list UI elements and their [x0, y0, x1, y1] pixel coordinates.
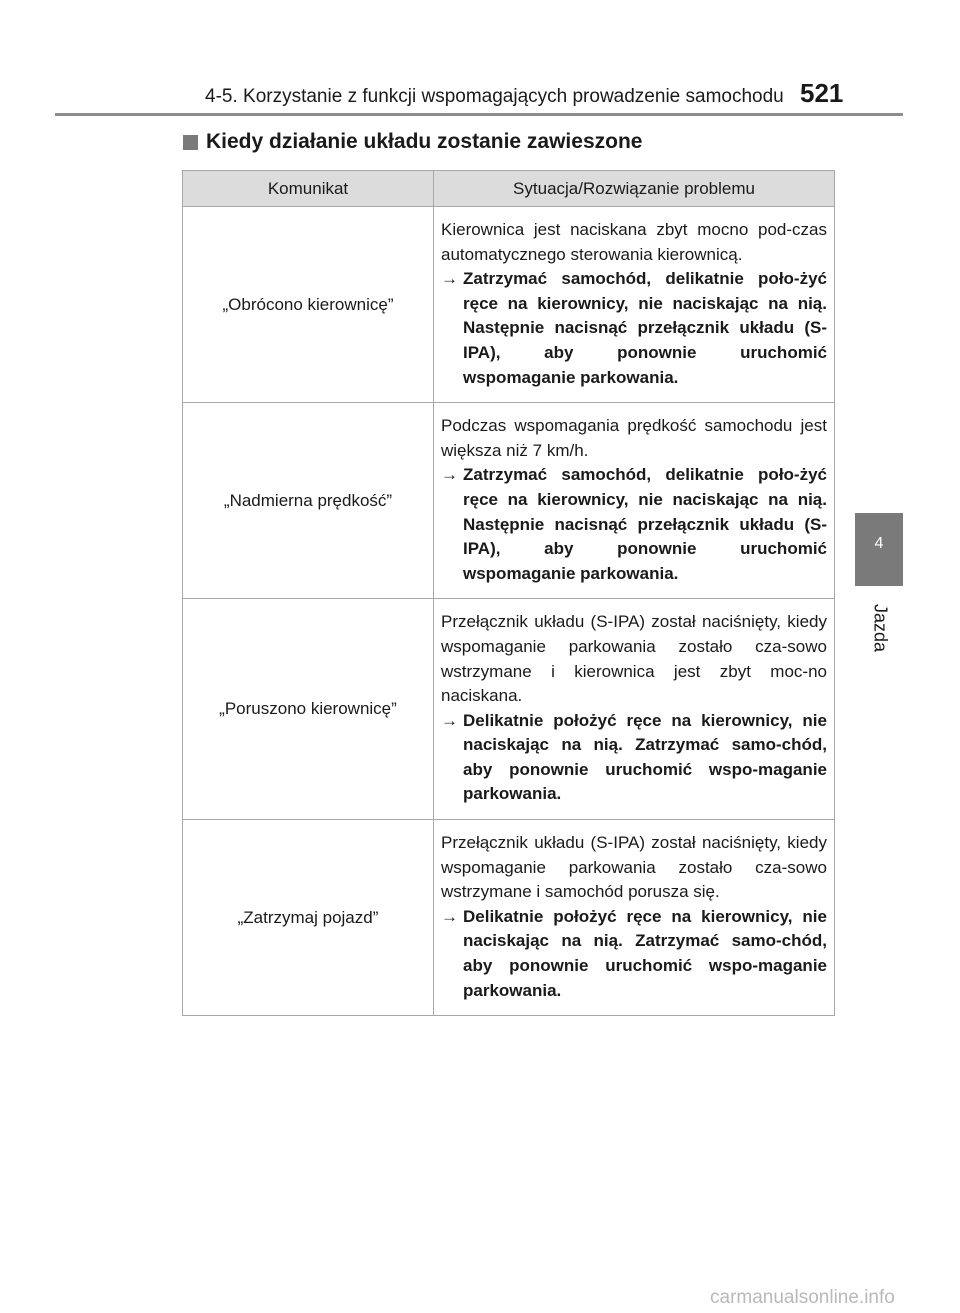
table-row [183, 207, 835, 403]
situation-cell [434, 820, 835, 1016]
chapter-title: 4-5. Korzystanie z funkcji wspomagających prowadzenie samochodu [205, 86, 784, 107]
square-bullet-icon [183, 135, 198, 150]
table-row [183, 403, 835, 599]
situation-text: Przełącznik układu (S-IPA) został naciśnięty, kiedy wspomaganie parkowania zostało cza-sowo wstrzymane i samochód porusza się. [441, 833, 827, 902]
arrow-right-icon: → [441, 710, 458, 730]
table-row [183, 820, 835, 1016]
arrow-right-icon: → [441, 465, 458, 485]
situation-text: Przełącznik układu (S-IPA) został naciśnięty, kiedy wspomaganie parkowania zostało cza-sowo wstrzymane i kierownica jest zbyt moc-no naciskana. [441, 612, 827, 706]
action-line [441, 709, 827, 807]
chapter-tab[interactable] [855, 513, 903, 586]
action-line [441, 463, 827, 586]
arrow-right-icon: → [441, 906, 458, 926]
column-header-message: Komunikat [183, 171, 434, 207]
situation-cell [434, 207, 835, 403]
message-cell: „Poruszono kierownicę” [183, 599, 434, 820]
section-heading-text: Kiedy działanie układu zostanie zawieszone [206, 130, 643, 153]
arrow-right-icon: → [441, 269, 458, 289]
action-text: Delikatnie położyć ręce na kierownicy, nie naciskając na nią. Zatrzymać samo-chód, aby ponownie uruchomić wspo-maganie parkowania. [463, 906, 827, 1000]
section-heading [183, 130, 642, 154]
situation-text: Podczas wspomagania prędkość samochodu jest większa niż 7 km/h. [441, 416, 827, 460]
situation-cell [434, 599, 835, 820]
message-table [182, 170, 835, 1016]
action-line [441, 905, 827, 1003]
message-cell: „Zatrzymaj pojazd” [183, 820, 434, 1016]
action-text: Delikatnie położyć ręce na kierownicy, nie naciskając na nią. Zatrzymać samo-chód, aby ponownie uruchomić wspo-maganie parkowania. [463, 710, 827, 804]
table-header-row [183, 171, 835, 207]
column-header-situation: Sytuacja/Rozwiązanie problemu [434, 171, 835, 207]
situation-cell [434, 403, 835, 599]
header-divider [55, 113, 903, 116]
action-text: Zatrzymać samochód, delikatnie poło-żyć ręce na kierownicy, nie naciskając na nią. Następnie nacisnąć przełącznik układu (S-IPA), aby ponownie uruchomić wspomaganie parkowania. [463, 269, 827, 387]
table-row [183, 599, 835, 820]
message-cell: „Obrócono kierownicę” [183, 207, 434, 403]
action-text: Zatrzymać samochód, delikatnie poło-żyć ręce na kierownicy, nie naciskając na nią. Następnie nacisnąć przełącznik układu (S-IPA), aby ponownie uruchomić wspomaganie parkowania. [463, 465, 827, 583]
page-number: 521 [800, 78, 844, 108]
page-header [0, 0, 960, 118]
watermark: carmanualsonline.info [710, 1287, 895, 1308]
message-cell: „Nadmierna prędkość” [183, 403, 434, 599]
chapter-tab-number: 4 [874, 535, 884, 552]
chapter-tab-label-text: Jazda [870, 603, 891, 653]
situation-text: Kierownica jest naciskana zbyt mocno pod-czas automatycznego sterowania kierownicą. [441, 220, 827, 264]
action-line [441, 267, 827, 390]
chapter-tab-label [858, 598, 902, 658]
